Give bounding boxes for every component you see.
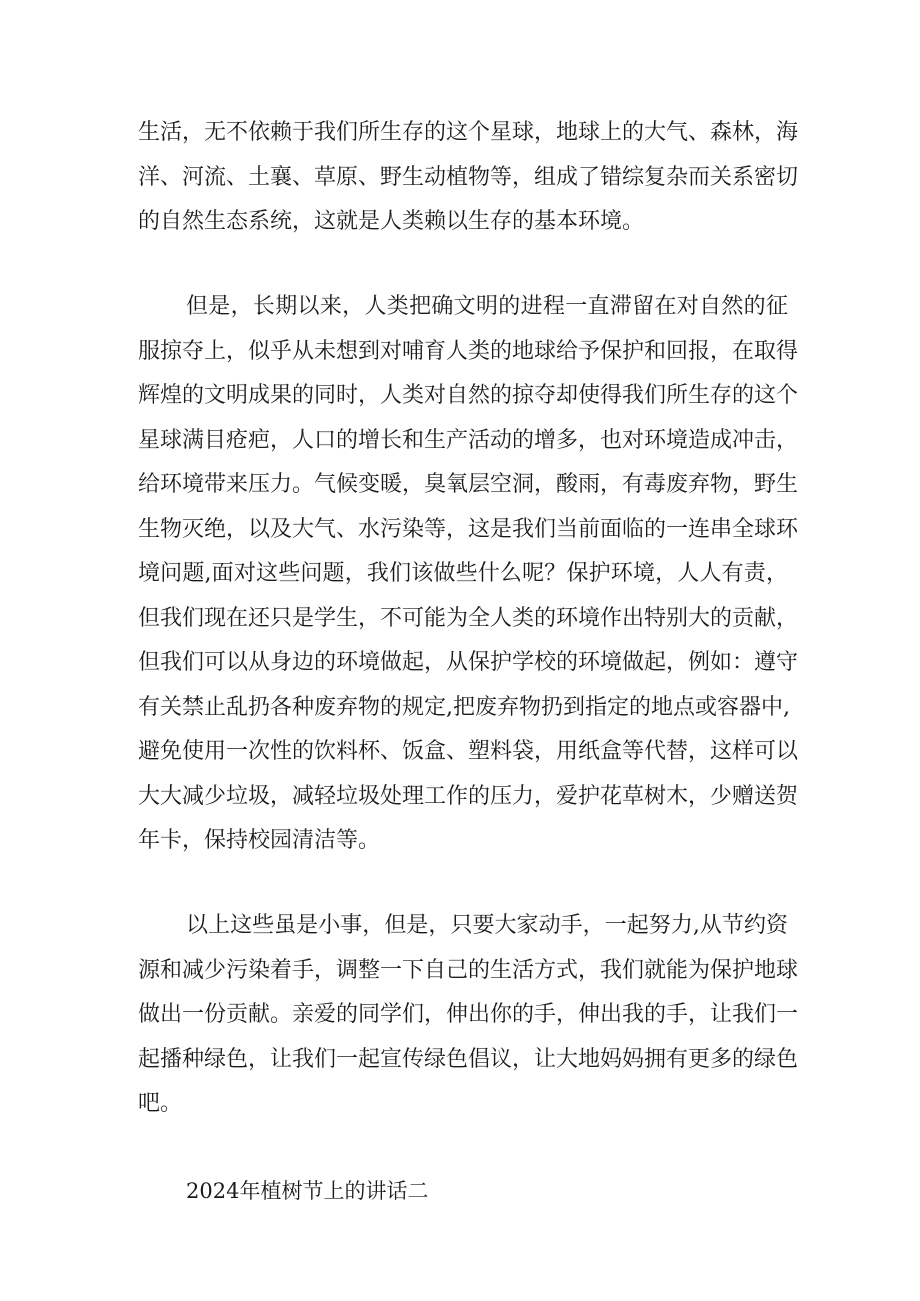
text-line: 辉煌的文明成果的同时，人类对自然的掠夺却使得我们所生存的这个	[138, 383, 799, 408]
text-line: 生活，无不依赖于我们所生存的这个星球，地球上的大气、森林，海	[138, 120, 799, 145]
text-line: 年卡，保持校园清洁等。	[138, 828, 381, 853]
text-line: 服掠夺上，似乎从未想到对哺育人类的地球给予保护和回报，在取得	[138, 339, 799, 364]
text-line: 但我们现在还只是学生，不可能为全人类的环境作出特别大的贡献，	[138, 606, 799, 631]
text-line: 但是，长期以来，人类把确文明的进程一直滞留在对自然的征	[186, 294, 788, 319]
text-line: 有关禁止乱扔各种废弃物的规定,把废弃物扔到指定的地点或容器中,	[138, 695, 790, 720]
text-line: 做出一份贡献。亲爱的同学们，伸出你的手，伸出我的手，让我们一	[138, 1002, 799, 1027]
text-line: 吧。	[138, 1091, 183, 1116]
text-line: 生物灭绝，以及大气、水污染等，这是我们当前面临的一连串全球环	[138, 517, 799, 542]
text-line: 起播种绿色，让我们一起宣传绿色倡议，让大地妈妈拥有更多的绿色	[138, 1047, 799, 1072]
text-line: 但我们可以从身边的环境做起，从保护学校的环境做起，例如：遵守	[138, 650, 799, 675]
text-line: 洋、河流、土襄、草原、野生动植物等，组成了错综复杂而关系密切	[138, 165, 799, 190]
text-line: 大大减少垃圾，减轻垃圾处理工作的压力，爱护花草树木，少赠送贺	[138, 784, 799, 809]
text-line: 的自然生态系统，这就是人类赖以生存的基本环境。	[138, 209, 645, 234]
text-line: 以上这些虽是小事，但是，只要大家动手，一起努力,从节约资	[186, 913, 788, 938]
section-heading: 2024年植树节上的讲话二	[186, 1179, 429, 1203]
text-line: 源和减少污染着手，调整一下自己的生活方式，我们就能为保护地球	[138, 958, 799, 983]
text-line: 避免使用一次性的饮料杯、饭盒、塑料袋，用纸盒等代替，这样可以	[138, 739, 799, 764]
text-line: 给环境带来压力。气候变暖，臭氧层空洞，酸雨，有毒废弃物，野生	[138, 472, 799, 497]
text-line: 星球满目疮疤，人口的增长和生产活动的增多，也对环境造成冲击，	[138, 428, 799, 453]
text-line: 境问题,面对这些问题，我们该做些什么呢？保护环境，人人有责，	[138, 561, 788, 586]
